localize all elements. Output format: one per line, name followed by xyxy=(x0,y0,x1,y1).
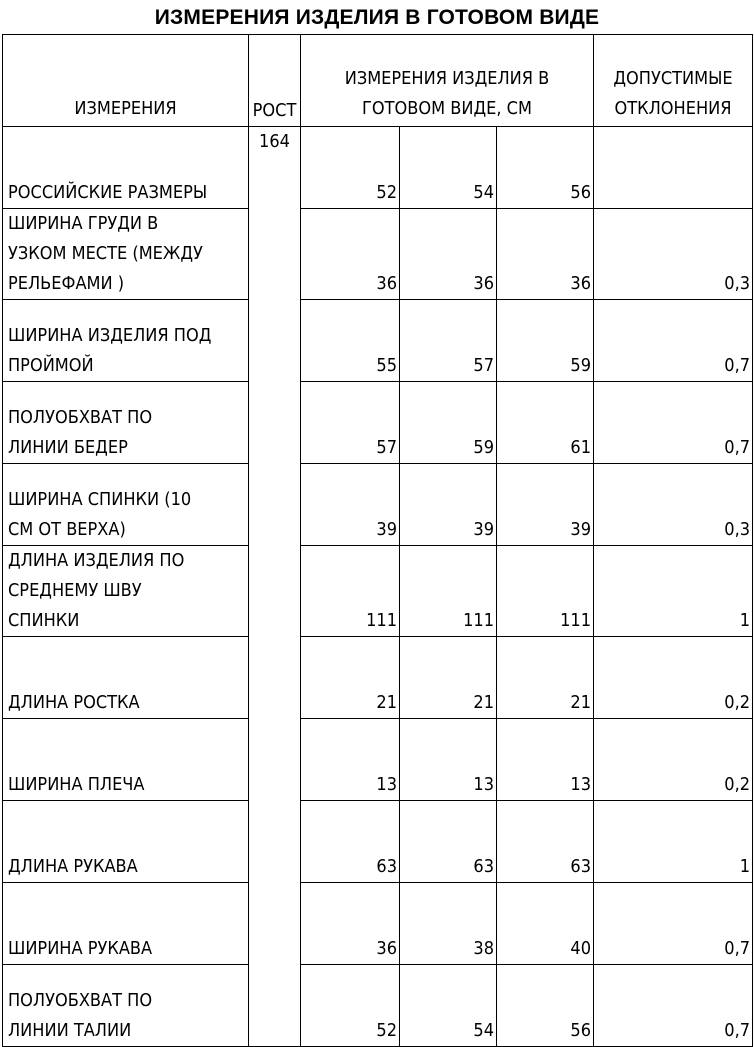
size-value-cell: 21 xyxy=(400,637,497,719)
tolerance-cell: 0,7 xyxy=(594,965,753,1047)
size-value-cell: 13 xyxy=(400,719,497,801)
tolerance-cell xyxy=(594,127,753,209)
size-value-cell: 111 xyxy=(400,546,497,637)
rost-cell: 164 xyxy=(249,127,301,1047)
tolerance-cell: 0,7 xyxy=(594,382,753,464)
measurement-label: ДЛИНА ИЗДЕЛИЯ ПО СРЕДНЕМУ ШВУ СПИНКИ xyxy=(3,546,249,637)
size-value-cell: 36 xyxy=(301,209,400,300)
table-row xyxy=(3,300,753,382)
header-finished-measurements: ИЗМЕРЕНИЯ ИЗДЕЛИЯ В ГОТОВОМ ВИДЕ, СМ xyxy=(301,35,594,127)
size-value-cell: 13 xyxy=(497,719,594,801)
size-value-cell: 36 xyxy=(497,209,594,300)
size-value-cell: 54 xyxy=(400,965,497,1047)
measurement-label: ШИРИНА ПЛЕЧА xyxy=(3,719,249,801)
size-value-cell: 61 xyxy=(497,382,594,464)
measurement-label: ПОЛУОБХВАТ ПО ЛИНИИ ТАЛИИ xyxy=(3,965,249,1047)
tolerance-cell: 1 xyxy=(594,801,753,883)
header-tolerance: ДОПУСТИМЫЕ ОТКЛОНЕНИЯ xyxy=(594,35,753,127)
tolerance-cell: 0,2 xyxy=(594,719,753,801)
size-value-cell: 39 xyxy=(400,464,497,546)
size-value-cell: 111 xyxy=(301,546,400,637)
size-value-cell: 55 xyxy=(301,300,400,382)
tolerance-cell: 1 xyxy=(594,546,753,637)
size-value-cell: 57 xyxy=(301,382,400,464)
tolerance-cell: 0,3 xyxy=(594,464,753,546)
measurement-label: ШИРИНА ГРУДИ В УЗКОМ МЕСТЕ (МЕЖДУ РЕЛЬЕФАМИ ) xyxy=(3,209,249,300)
size-value-cell: 59 xyxy=(497,300,594,382)
header-rost: РОСТ xyxy=(249,35,301,127)
size-value-cell: 63 xyxy=(497,801,594,883)
table-row xyxy=(3,546,753,637)
size-value-cell: 111 xyxy=(497,546,594,637)
table-row xyxy=(3,965,753,1047)
size-value-cell: 13 xyxy=(301,719,400,801)
size-value-cell: 39 xyxy=(301,464,400,546)
size-value-cell: 52 xyxy=(301,965,400,1047)
tolerance-cell: 0,2 xyxy=(594,637,753,719)
measurement-label: ШИРИНА СПИНКИ (10 СМ ОТ ВЕРХА) xyxy=(3,464,249,546)
table-row xyxy=(3,719,753,801)
size-value-cell: 36 xyxy=(400,209,497,300)
header-measurements: ИЗМЕРЕНИЯ xyxy=(3,35,249,127)
size-value-cell: 63 xyxy=(400,801,497,883)
size-value-cell: 52 xyxy=(301,127,400,209)
size-value-cell: 40 xyxy=(497,883,594,965)
size-value-cell: 21 xyxy=(301,637,400,719)
tolerance-cell: 0,7 xyxy=(594,883,753,965)
measurement-label: ПОЛУОБХВАТ ПО ЛИНИИ БЕДЕР xyxy=(3,382,249,464)
measurement-label: ДЛИНА РУКАВА xyxy=(3,801,249,883)
measurement-label: ШИРИНА РУКАВА xyxy=(3,883,249,965)
measurement-label: РОССИЙСКИЕ РАЗМЕРЫ xyxy=(3,127,249,209)
table-row xyxy=(3,801,753,883)
size-value-cell: 39 xyxy=(497,464,594,546)
size-value-cell: 54 xyxy=(400,127,497,209)
measurement-label: ДЛИНА РОСТКА xyxy=(3,637,249,719)
header-row xyxy=(3,35,753,127)
size-value-cell: 21 xyxy=(497,637,594,719)
table-row xyxy=(3,127,753,209)
size-value-cell: 56 xyxy=(497,965,594,1047)
size-value-cell: 63 xyxy=(301,801,400,883)
size-value-cell: 56 xyxy=(497,127,594,209)
table-row xyxy=(3,883,753,965)
size-value-cell: 59 xyxy=(400,382,497,464)
table-row xyxy=(3,382,753,464)
table-row xyxy=(3,464,753,546)
table-row xyxy=(3,637,753,719)
page-title: ИЗМЕРЕНИЯ ИЗДЕЛИЯ В ГОТОВОМ ВИДЕ xyxy=(154,6,600,29)
measurements-table xyxy=(2,34,753,1047)
size-value-cell: 57 xyxy=(400,300,497,382)
size-value-cell: 38 xyxy=(400,883,497,965)
tolerance-cell: 0,3 xyxy=(594,209,753,300)
measurement-label: ШИРИНА ИЗДЕЛИЯ ПОД ПРОЙМОЙ xyxy=(3,300,249,382)
tolerance-cell: 0,7 xyxy=(594,300,753,382)
table-row xyxy=(3,209,753,300)
size-value-cell: 36 xyxy=(301,883,400,965)
